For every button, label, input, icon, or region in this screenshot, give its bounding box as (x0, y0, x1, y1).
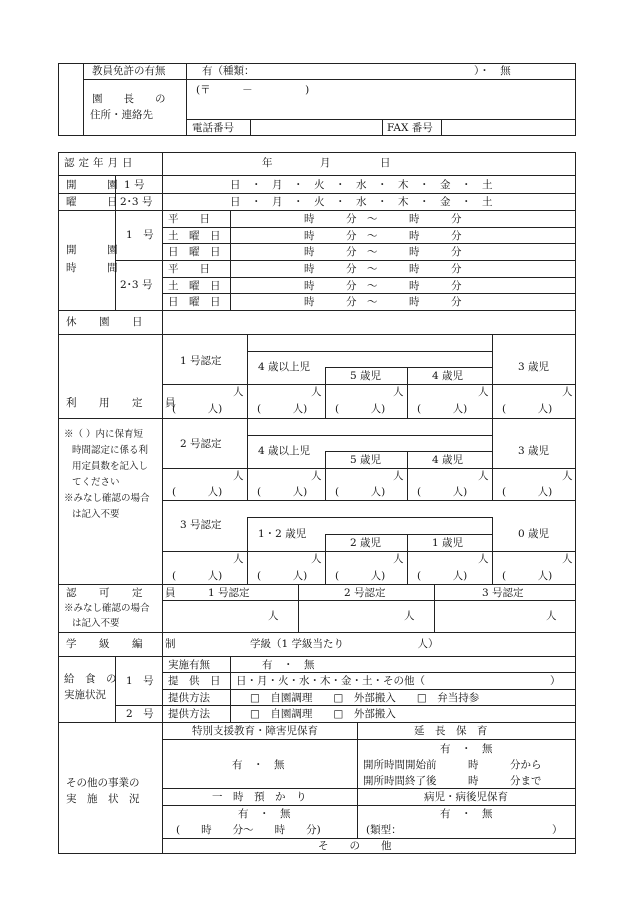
postal-code: (〒 － ) (196, 84, 310, 96)
sick-title: 病児・病後児保育 (424, 791, 508, 803)
recognition-year: 年 (262, 157, 273, 169)
approved-label: 認 可 定 員 (66, 587, 182, 599)
capacity-age4plus: 4 歳以上児 (258, 445, 311, 457)
hours-time-row: 時 分 ～ 時 分 (304, 213, 462, 225)
capacity-person: 人 (311, 386, 322, 398)
open-days-label-bottom: 曜 日 (66, 196, 128, 208)
meals-days-close: ） (550, 675, 561, 687)
extended-end: 開所時間終了後 時 分まで (363, 775, 542, 787)
capacity-person: 人 (478, 386, 489, 398)
capacity-note: てください (72, 477, 120, 488)
open-days-row-23: 日 ・ 月 ・ 火 ・ 水 ・ 木 ・ 金 ・ 土 (230, 196, 493, 208)
capacity-paren-person: ( 人) (257, 570, 308, 582)
approved-person: 人 (546, 610, 557, 622)
sick-type: (類型： (366, 824, 402, 836)
open-days-code-23: 2･3 号 (120, 196, 153, 208)
open-hours-group-1: 1 号 (126, 229, 154, 241)
capacity-paren-person: ( 人) (417, 403, 468, 415)
meals-implemented-label: 実施有無 (168, 659, 210, 671)
meals-method-label: 提供方法 (168, 692, 210, 704)
fax-label: FAX 番号 (387, 122, 433, 134)
capacity-person: 人 (393, 553, 404, 565)
others-title: そ の 他 (318, 840, 392, 852)
capacity-paren-person: ( 人) (257, 403, 308, 415)
meals-method2-value: □ 自園調理 □ 外部搬入 (250, 708, 396, 720)
meals-method1-value: □ 自園調理 □ 外部搬入 □ 弁当持参 (250, 692, 480, 704)
hours-weekday-23: 平 日 (168, 263, 210, 275)
hours-time-row: 時 分 ～ 時 分 (304, 230, 462, 242)
capacity-person: 人 (562, 553, 573, 565)
open-hours-label-top: 開 園 (66, 244, 128, 256)
hours-time-row: 時 分 ～ 時 分 (304, 263, 462, 275)
license-close: ）・ 無 (474, 65, 511, 77)
recognition-day: 日 (380, 157, 391, 169)
capacity-age3: 3 歳児 (518, 445, 550, 457)
open-days-label-top: 開 園 (66, 179, 128, 191)
tel-label: 電話番号 (192, 122, 234, 134)
recognition-month: 月 (320, 157, 331, 169)
approved-cert2: 2 号認定 (344, 587, 386, 599)
special-value: 有 ・ 無 (232, 759, 285, 771)
capacity-age12: 1・2 歳児 (258, 528, 307, 540)
other-label-top: その他の事業の (66, 777, 140, 789)
approved-cert1: 1 号認定 (208, 587, 250, 599)
capacity-note: は記入不要 (72, 509, 120, 520)
capacity-note: ※（ ）内に保育短 (64, 429, 144, 440)
temp-title: 一 時 預 か り (212, 791, 307, 803)
capacity-person: 人 (393, 386, 404, 398)
capacity-person: 人 (478, 553, 489, 565)
hours-sunday-1: 日 曜 日 (168, 246, 221, 258)
capacity-note: 用定員数を記入し (72, 461, 149, 472)
sick-value: 有 ・ 無 (440, 808, 493, 820)
capacity-person: 人 (562, 470, 573, 482)
meals-label-top: 給 食 の (64, 673, 117, 685)
capacity-cert3: 3 号認定 (180, 519, 222, 531)
capacity-paren-person: ( 人) (502, 486, 553, 498)
capacity-person: 人 (562, 386, 573, 398)
temp-time: ( 時 分～ 時 分) (176, 824, 321, 836)
capacity-paren-person: ( 人) (502, 570, 553, 582)
extended-value: 有 ・ 無 (440, 743, 493, 755)
hours-time-row: 時 分 ～ 時 分 (304, 296, 462, 308)
open-hours-group-23: 2･3 号 (120, 279, 153, 291)
capacity-paren-person: ( 人) (172, 570, 223, 582)
classes-value: 学級（1 学級当たり 人） (250, 638, 439, 650)
meals-group-1: 1 号 (126, 675, 154, 687)
capacity-paren-person: ( 人) (417, 570, 468, 582)
meals-method-label: 提供方法 (168, 708, 210, 720)
hours-time-row: 時 分 ～ 時 分 (304, 280, 462, 292)
capacity-note: 時間認定に係る利 (72, 445, 149, 456)
capacity-paren-person: ( 人) (335, 486, 386, 498)
approved-note: ※みなし確認の場合 (64, 603, 150, 614)
director-label-line2: 住所・連絡先 (90, 109, 153, 121)
classes-label: 学 級 編 制 (66, 638, 182, 650)
capacity-person: 人 (393, 470, 404, 482)
hours-weekday-1: 平 日 (168, 213, 210, 225)
open-days-row-1: 日 ・ 月 ・ 火 ・ 水 ・ 木 ・ 金 ・ 土 (230, 179, 493, 191)
director-label-line1: 園 長 の (92, 93, 166, 105)
meals-days-value: 日・月・火・水・木・金・土・その他（ (236, 675, 425, 687)
capacity-age4plus: 4 歳以上児 (258, 361, 311, 373)
hours-saturday-23: 土 曜 日 (168, 280, 221, 292)
capacity-cert2: 2 号認定 (180, 438, 222, 450)
capacity-person: 人 (311, 553, 322, 565)
license-value: 有（種類： (202, 65, 255, 77)
capacity-note: ※みなし確認の場合 (64, 493, 150, 504)
capacity-person: 人 (233, 553, 244, 565)
temp-value: 有 ・ 無 (238, 808, 291, 820)
capacity-age0: 0 歳児 (518, 528, 550, 540)
hours-saturday-1: 土 曜 日 (168, 230, 221, 242)
approved-note: は記入不要 (72, 618, 120, 629)
closed-label: 休 園 日 (66, 316, 149, 328)
capacity-paren-person: ( 人) (417, 486, 468, 498)
capacity-person: 人 (478, 470, 489, 482)
capacity-paren-person: ( 人) (502, 403, 553, 415)
meals-label-bottom: 実施状況 (64, 689, 106, 701)
hours-time-row: 時 分 ～ 時 分 (304, 246, 462, 258)
capacity-cert1: 1 号認定 (180, 355, 222, 367)
meals-days-label: 提 供 日 (168, 675, 221, 687)
special-title: 特別支援教育・障害児保育 (192, 725, 318, 737)
license-label: 教員免許の有無 (92, 65, 166, 77)
capacity-age4: 4 歳児 (432, 370, 464, 382)
capacity-age5: 5 歳児 (350, 454, 382, 466)
other-label-bottom: 実 施 状 況 (66, 793, 140, 805)
meals-group-2: 2 号 (126, 708, 154, 720)
extended-title: 延 長 保 育 (414, 725, 488, 737)
approved-person: 人 (404, 610, 415, 622)
open-hours-label-bottom: 時 間 (66, 262, 128, 274)
capacity-paren-person: ( 人) (172, 486, 223, 498)
header-divider (83, 63, 84, 136)
capacity-paren-person: ( 人) (172, 403, 223, 415)
capacity-paren-person: ( 人) (257, 486, 308, 498)
sick-close: ） (552, 824, 563, 836)
capacity-age3: 3 歳児 (518, 361, 550, 373)
meals-implemented-value: 有 ・ 無 (262, 659, 315, 671)
approved-person: 人 (268, 610, 279, 622)
hours-sunday-23: 日 曜 日 (168, 296, 221, 308)
recognition-label: 認定年月日 (64, 157, 137, 169)
approved-cert3: 3 号認定 (482, 587, 524, 599)
extended-start: 開所時間開始前 時 分から (363, 759, 542, 771)
capacity-age5: 5 歳児 (350, 370, 382, 382)
capacity-label: 利 用 定 員 (66, 397, 182, 409)
capacity-paren-person: ( 人) (335, 570, 386, 582)
capacity-age4: 4 歳児 (432, 454, 464, 466)
capacity-age2: 2 歳児 (350, 537, 382, 549)
capacity-person: 人 (311, 470, 322, 482)
open-days-code-1: 1 号 (124, 179, 145, 191)
capacity-age1: 1 歳児 (432, 537, 464, 549)
capacity-paren-person: ( 人) (335, 403, 386, 415)
capacity-person: 人 (233, 386, 244, 398)
capacity-person: 人 (233, 470, 244, 482)
